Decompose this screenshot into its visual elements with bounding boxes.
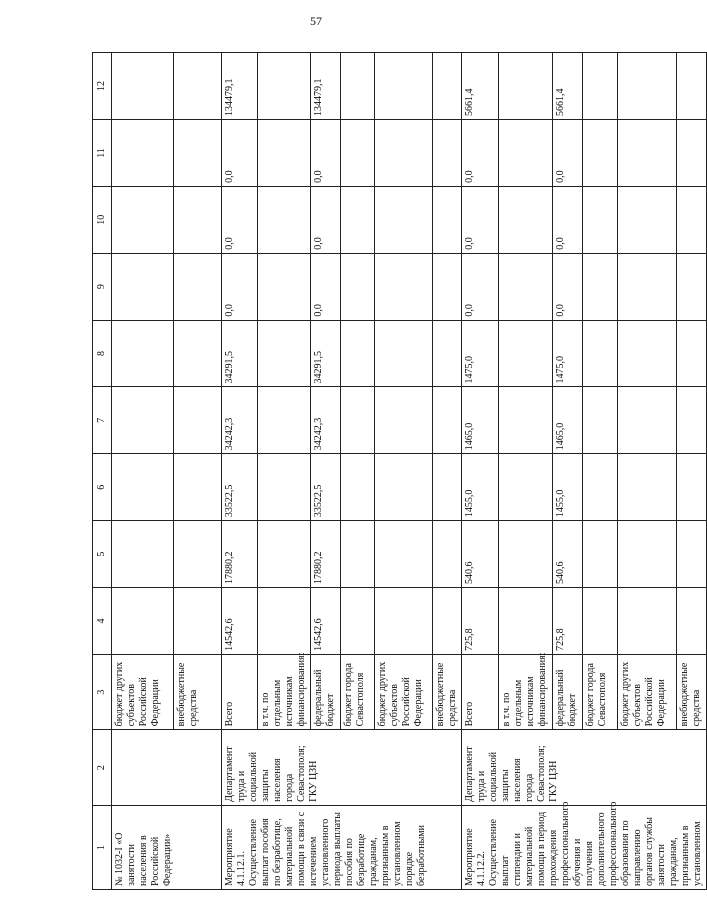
value-cell (112, 120, 174, 187)
header-cell: 10 (93, 186, 112, 253)
value-cell: 0,0 (222, 253, 258, 320)
value-cell: 0,0 (462, 186, 499, 253)
header-cell: 5 (93, 521, 112, 588)
value-cell: 0,0 (311, 120, 341, 187)
value-cell (677, 588, 707, 655)
executor-cell: Департамент труда и социальной защиты населения города Севастополя; ГКУ ЦЗН (462, 730, 707, 806)
funding-source-cell: федеральный бюджет (311, 654, 341, 730)
value-cell (498, 588, 552, 655)
value-cell (258, 186, 311, 253)
header-row (93, 53, 112, 890)
value-cell (618, 320, 677, 387)
value-cell (618, 454, 677, 521)
value-cell (341, 521, 375, 588)
value-cell (174, 588, 222, 655)
value-cell (112, 320, 174, 387)
funding-source-cell: внебюджетные средства (677, 654, 707, 730)
value-cell (258, 521, 311, 588)
value-cell (375, 120, 433, 187)
funding-source-cell: Всего (222, 654, 258, 730)
value-cell: 34291,5 (222, 320, 258, 387)
value-cell (583, 387, 618, 454)
value-cell (341, 387, 375, 454)
executor-cell (112, 730, 222, 806)
value-cell (112, 253, 174, 320)
funding-source-cell: внебюджетные средства (433, 654, 462, 730)
value-cell (375, 53, 433, 120)
value-cell (618, 186, 677, 253)
funding-source-cell: Всего (462, 654, 499, 730)
funding-source-cell: в т.ч. по отдельным источникам финансирования: (498, 654, 552, 730)
value-cell (174, 387, 222, 454)
value-cell: 1465,0 (552, 387, 583, 454)
value-cell (258, 253, 311, 320)
value-cell (618, 53, 677, 120)
header-cell: 9 (93, 253, 112, 320)
funding-source-cell: бюджет города Севастополя (583, 654, 618, 730)
value-cell (174, 320, 222, 387)
value-cell: 0,0 (552, 253, 583, 320)
value-cell (618, 521, 677, 588)
value-cell (375, 186, 433, 253)
value-cell (498, 186, 552, 253)
funding-source-cell: бюджет других субъектов Российской Федерации (618, 654, 677, 730)
value-cell (112, 521, 174, 588)
header-cell: 3 (93, 654, 112, 730)
value-cell (498, 387, 552, 454)
header-cell: 8 (93, 320, 112, 387)
value-cell (112, 588, 174, 655)
value-cell: 1455,0 (552, 454, 583, 521)
funding-source-cell: бюджет города Севастополя (341, 654, 375, 730)
value-cell: 0,0 (222, 120, 258, 187)
value-cell (498, 120, 552, 187)
value-cell (174, 521, 222, 588)
value-cell (174, 120, 222, 187)
value-cell: 14542,6 (311, 588, 341, 655)
value-cell: 34242,3 (311, 387, 341, 454)
funding-source-cell: внебюджетные средства (174, 654, 222, 730)
value-cell: 0,0 (311, 186, 341, 253)
value-cell (433, 120, 462, 187)
value-cell (433, 521, 462, 588)
value-cell (583, 120, 618, 187)
funding-source-cell: федеральный бюджет (552, 654, 583, 730)
value-cell: 725,8 (552, 588, 583, 655)
value-cell (258, 454, 311, 521)
table-body (112, 53, 707, 890)
header-cell: 4 (93, 588, 112, 655)
activity-name-cell: Мероприятие 4.1.12.1. Осуществление выплат пособия по безработице, материальной помощи в связи с истечением установленного периода выплаты пособия по безработице гражданам, признанным в установленном порядке безработными (222, 805, 462, 889)
value-cell (112, 387, 174, 454)
value-cell (433, 253, 462, 320)
value-cell (258, 320, 311, 387)
value-cell (498, 454, 552, 521)
value-cell (583, 454, 618, 521)
value-cell (618, 387, 677, 454)
header-cell: 7 (93, 387, 112, 454)
value-cell (498, 521, 552, 588)
value-cell (112, 454, 174, 521)
header-cell: 12 (93, 53, 112, 120)
value-cell (112, 186, 174, 253)
value-cell (618, 120, 677, 187)
value-cell (677, 120, 707, 187)
value-cell (618, 253, 677, 320)
value-cell (112, 53, 174, 120)
value-cell: 1475,0 (552, 320, 583, 387)
activity-name-cell: № 1032-I «О занятости населения в Российской Федерации» (112, 805, 222, 889)
value-cell: 33522,5 (311, 454, 341, 521)
value-cell (174, 253, 222, 320)
value-cell (677, 454, 707, 521)
value-cell (341, 253, 375, 320)
header-cell: 2 (93, 730, 112, 806)
value-cell (174, 454, 222, 521)
value-cell (433, 454, 462, 521)
value-cell: 1465,0 (462, 387, 499, 454)
value-cell: 0,0 (222, 186, 258, 253)
value-cell: 33522,5 (222, 454, 258, 521)
value-cell (583, 521, 618, 588)
executor-cell: Департамент труда и социальной защиты населения города Севастополя; ГКУ ЦЗН (222, 730, 462, 806)
value-cell (341, 53, 375, 120)
rotated-table-container (92, 52, 703, 890)
value-cell (498, 253, 552, 320)
value-cell (341, 320, 375, 387)
table-row (462, 53, 499, 890)
value-cell (375, 387, 433, 454)
value-cell: 0,0 (462, 120, 499, 187)
value-cell (677, 521, 707, 588)
value-cell (583, 186, 618, 253)
header-cell: 11 (93, 120, 112, 187)
value-cell (433, 588, 462, 655)
value-cell: 540,6 (462, 521, 499, 588)
value-cell: 5661,4 (462, 53, 499, 120)
value-cell (433, 320, 462, 387)
value-cell (677, 186, 707, 253)
page-number: 57 (310, 14, 322, 28)
value-cell (341, 588, 375, 655)
value-cell (583, 53, 618, 120)
value-cell (433, 387, 462, 454)
value-cell (583, 320, 618, 387)
value-cell: 34242,3 (222, 387, 258, 454)
value-cell (341, 454, 375, 521)
value-cell: 134479,1 (222, 53, 258, 120)
value-cell (258, 53, 311, 120)
value-cell (258, 588, 311, 655)
value-cell (174, 186, 222, 253)
funding-source-cell: в т.ч. по отдельным источникам финансирования: (258, 654, 311, 730)
value-cell: 34291,5 (311, 320, 341, 387)
value-cell: 17880,2 (222, 521, 258, 588)
value-cell: 0,0 (311, 253, 341, 320)
value-cell (375, 320, 433, 387)
table-row (112, 53, 174, 890)
financing-table (92, 52, 707, 890)
value-cell: 540,6 (552, 521, 583, 588)
value-cell (341, 120, 375, 187)
value-cell (583, 253, 618, 320)
value-cell: 14542,6 (222, 588, 258, 655)
value-cell (498, 53, 552, 120)
value-cell (583, 588, 618, 655)
value-cell (433, 186, 462, 253)
value-cell: 0,0 (552, 186, 583, 253)
value-cell (677, 253, 707, 320)
value-cell: 0,0 (462, 253, 499, 320)
activity-name-cell: Мероприятие 4.1.12.2. Осуществление выплат стипендии и материальной помощи в период прохождения профессионального обучения и получения дополнительного профессионального образования по направлению органов службы занятости гражданам, признанным в установленном (462, 805, 707, 889)
value-cell (618, 588, 677, 655)
value-cell (258, 120, 311, 187)
value-cell: 1455,0 (462, 454, 499, 521)
value-cell (677, 387, 707, 454)
funding-source-cell: бюджет других субъектов Российской Федерации (112, 654, 174, 730)
value-cell (375, 454, 433, 521)
value-cell: 725,8 (462, 588, 499, 655)
value-cell (375, 253, 433, 320)
value-cell (498, 320, 552, 387)
value-cell (677, 53, 707, 120)
value-cell (375, 588, 433, 655)
funding-source-cell: бюджет других субъектов Российской Федерации (375, 654, 433, 730)
table-row (222, 53, 258, 890)
value-cell (375, 521, 433, 588)
value-cell (341, 186, 375, 253)
value-cell (258, 387, 311, 454)
value-cell: 5661,4 (552, 53, 583, 120)
header-cell: 1 (93, 805, 112, 889)
value-cell: 134479,1 (311, 53, 341, 120)
header-cell: 6 (93, 454, 112, 521)
value-cell (677, 320, 707, 387)
value-cell (433, 53, 462, 120)
value-cell: 1475,0 (462, 320, 499, 387)
value-cell: 0,0 (552, 120, 583, 187)
value-cell: 17880,2 (311, 521, 341, 588)
value-cell (174, 53, 222, 120)
